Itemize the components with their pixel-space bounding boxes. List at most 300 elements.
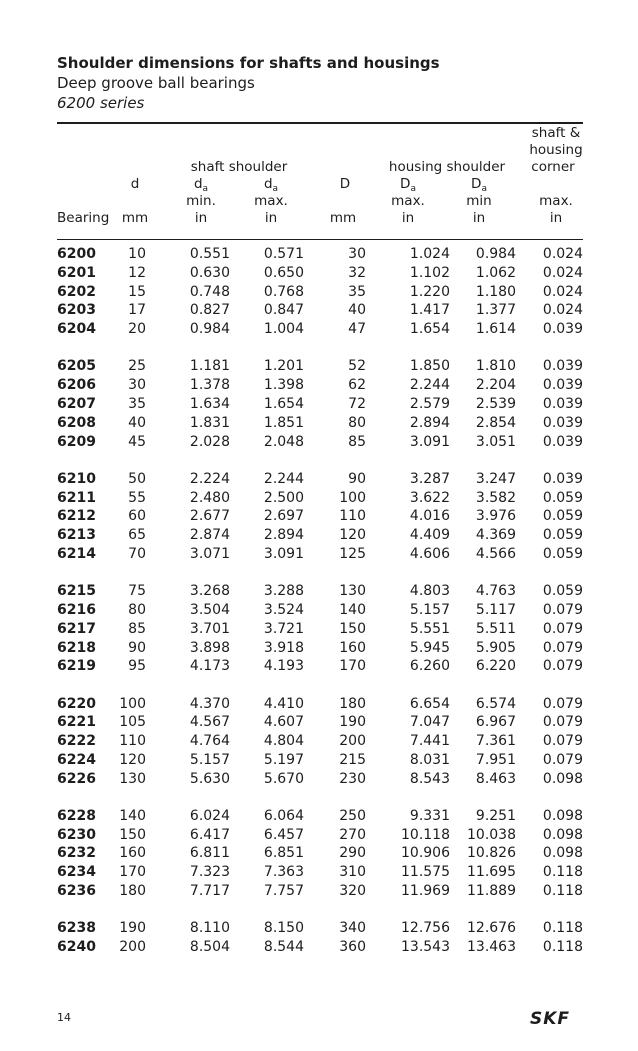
cell-d-mm: 45 bbox=[128, 433, 146, 450]
cell-Da-max-in: 8.543 bbox=[409, 770, 450, 787]
cell-D-mm: 270 bbox=[339, 826, 366, 843]
table-row bbox=[57, 395, 583, 414]
cell-D-mm: 30 bbox=[348, 246, 366, 262]
cell-Da-max-in: 8.031 bbox=[409, 751, 450, 768]
cell-Da-max-in: 11.575 bbox=[401, 864, 450, 881]
cell-Da-max-in: 4.606 bbox=[409, 545, 450, 562]
cell-D-mm: 35 bbox=[348, 283, 366, 300]
cell-Da-max-in: 3.622 bbox=[409, 489, 450, 506]
cell-Da-max-in: 5.945 bbox=[409, 639, 450, 656]
cell-D-mm: 200 bbox=[339, 733, 366, 750]
cell-Da-min-in: 0.984 bbox=[475, 246, 516, 262]
cell-da-min-in: 4.370 bbox=[189, 695, 230, 712]
cell-corner-max-in: 0.079 bbox=[542, 695, 583, 712]
cell-bearing: 6205 bbox=[57, 358, 96, 375]
cell-da-max-in: 2.244 bbox=[263, 470, 304, 487]
cell-da-min-in: 8.504 bbox=[189, 939, 230, 956]
cell-corner-max-in: 0.079 bbox=[542, 733, 583, 750]
cell-bearing: 6218 bbox=[57, 639, 96, 656]
cell-da-min-in: 1.378 bbox=[189, 377, 230, 394]
cell-da-min-in: 4.764 bbox=[189, 733, 230, 750]
cell-da-min-in: 7.323 bbox=[189, 864, 230, 881]
cell-bearing: 6210 bbox=[57, 470, 96, 487]
cell-Da-min-in: 2.854 bbox=[475, 414, 516, 431]
cell-bearing: 6211 bbox=[57, 489, 96, 506]
cell-da-min-in: 0.748 bbox=[189, 283, 230, 300]
cell-da-max-in: 8.150 bbox=[263, 920, 304, 937]
cell-corner-max-in: 0.079 bbox=[542, 620, 583, 637]
cell-da-min-in: 2.224 bbox=[189, 470, 230, 487]
cell-d-mm: 30 bbox=[128, 377, 146, 394]
header-da-max-unit: in bbox=[264, 210, 278, 226]
cell-corner-max-in: 0.039 bbox=[542, 395, 583, 412]
cell-D-mm: 230 bbox=[339, 770, 366, 787]
cell-D-mm: 310 bbox=[339, 864, 366, 881]
cell-da-max-in: 8.544 bbox=[263, 939, 304, 956]
cell-D-mm: 100 bbox=[339, 489, 366, 506]
cell-corner-max-in: 0.118 bbox=[542, 864, 583, 881]
cell-corner-max-in: 0.098 bbox=[542, 845, 583, 862]
cell-d-mm: 70 bbox=[128, 545, 146, 562]
cell-D-mm: 290 bbox=[339, 845, 366, 862]
cell-bearing: 6226 bbox=[57, 770, 96, 787]
group-spacer bbox=[57, 564, 583, 582]
cell-corner-max-in: 0.039 bbox=[542, 377, 583, 394]
table-row bbox=[57, 657, 583, 676]
cell-Da-min-in: 1.062 bbox=[475, 264, 516, 281]
cell-da-max-in: 3.288 bbox=[263, 583, 304, 600]
cell-d-mm: 110 bbox=[119, 733, 146, 750]
cell-d-mm: 90 bbox=[128, 639, 146, 656]
cell-Da-max-in: 13.543 bbox=[401, 939, 450, 956]
cell-da-max-in: 0.847 bbox=[263, 302, 304, 319]
cell-d-mm: 85 bbox=[128, 620, 146, 637]
cell-bearing: 6204 bbox=[57, 321, 96, 338]
cell-Da-max-in: 6.654 bbox=[409, 695, 450, 712]
cell-Da-min-in: 3.051 bbox=[475, 433, 516, 450]
cell-D-mm: 90 bbox=[348, 470, 366, 487]
cell-da-min-in: 3.504 bbox=[189, 601, 230, 618]
cell-D-mm: 110 bbox=[339, 508, 366, 525]
cell-d-mm: 25 bbox=[128, 358, 146, 375]
group-spacer-cell bbox=[57, 788, 583, 806]
group-spacer bbox=[57, 676, 583, 694]
cell-Da-min-in: 10.038 bbox=[467, 826, 516, 843]
cell-corner-max-in: 0.039 bbox=[542, 414, 583, 431]
cell-D-mm: 150 bbox=[339, 620, 366, 637]
cell-Da-min-in: 3.582 bbox=[475, 489, 516, 506]
table-row bbox=[57, 919, 583, 938]
cell-da-min-in: 0.551 bbox=[189, 246, 230, 262]
cell-da-max-in: 2.048 bbox=[263, 433, 304, 450]
group-spacer bbox=[57, 451, 583, 469]
cell-Da-min-in: 3.976 bbox=[475, 508, 516, 525]
cell-Da-max-in: 4.803 bbox=[409, 583, 450, 600]
cell-d-mm: 12 bbox=[128, 264, 146, 281]
cell-bearing: 6202 bbox=[57, 283, 96, 300]
cell-D-mm: 85 bbox=[348, 433, 366, 450]
cell-corner-max-in: 0.079 bbox=[542, 658, 583, 675]
cell-da-max-in: 4.193 bbox=[263, 658, 304, 675]
cell-Da-max-in: 3.091 bbox=[409, 433, 450, 450]
cell-da-max-in: 4.410 bbox=[263, 695, 304, 712]
cell-d-mm: 80 bbox=[128, 601, 146, 618]
cell-Da-max-in: 5.551 bbox=[409, 620, 450, 637]
cell-da-max-in: 3.721 bbox=[263, 620, 304, 637]
cell-da-max-in: 6.457 bbox=[263, 826, 304, 843]
cell-corner-max-in: 0.024 bbox=[542, 302, 583, 319]
cell-bearing: 6219 bbox=[57, 658, 96, 675]
cell-corner-max-in: 0.059 bbox=[542, 527, 583, 544]
cell-Da-max-in: 10.118 bbox=[401, 826, 450, 843]
cell-bearing: 6209 bbox=[57, 433, 96, 450]
cell-da-min-in: 6.811 bbox=[189, 845, 230, 862]
cell-d-mm: 120 bbox=[119, 751, 146, 768]
cell-bearing: 6203 bbox=[57, 302, 96, 319]
cell-D-mm: 215 bbox=[339, 751, 366, 768]
cell-bearing: 6238 bbox=[57, 920, 96, 937]
cell-D-mm: 62 bbox=[348, 377, 366, 394]
cell-Da-min-in: 4.763 bbox=[475, 583, 516, 600]
cell-corner-max-in: 0.098 bbox=[542, 807, 583, 824]
cell-D-mm: 52 bbox=[348, 358, 366, 375]
cell-corner-max-in: 0.079 bbox=[542, 751, 583, 768]
header-corner-line1: shaft & bbox=[531, 125, 581, 141]
cell-Da-max-in: 9.331 bbox=[409, 807, 450, 824]
cell-d-mm: 140 bbox=[119, 807, 146, 824]
cell-D-mm: 32 bbox=[348, 264, 366, 281]
series-label: 6200 series bbox=[57, 94, 145, 112]
cell-D-mm: 170 bbox=[339, 658, 366, 675]
cell-bearing: 6216 bbox=[57, 601, 96, 618]
cell-D-mm: 250 bbox=[339, 807, 366, 824]
cell-Da-max-in: 4.016 bbox=[409, 508, 450, 525]
cell-bearing: 6217 bbox=[57, 620, 96, 637]
cell-bearing: 6214 bbox=[57, 545, 96, 562]
table-row bbox=[57, 620, 583, 639]
cell-da-max-in: 3.524 bbox=[263, 601, 304, 618]
cell-Da-min-in: 5.905 bbox=[475, 639, 516, 656]
cell-bearing: 6228 bbox=[57, 807, 96, 824]
cell-Da-min-in: 5.511 bbox=[475, 620, 516, 637]
cell-Da-max-in: 4.409 bbox=[409, 527, 450, 544]
cell-Da-max-in: 6.260 bbox=[409, 658, 450, 675]
cell-da-max-in: 6.851 bbox=[263, 845, 304, 862]
cell-da-max-in: 1.004 bbox=[263, 321, 304, 338]
skf-logo-graphic bbox=[519, 1009, 581, 1027]
table-row bbox=[57, 713, 583, 732]
cell-D-mm: 340 bbox=[339, 920, 366, 937]
cell-da-max-in: 3.091 bbox=[263, 545, 304, 562]
group-spacer-cell bbox=[57, 564, 583, 582]
cell-D-mm: 80 bbox=[348, 414, 366, 431]
cell-da-min-in: 4.567 bbox=[189, 714, 230, 731]
table-row bbox=[57, 938, 583, 957]
cell-Da-min-in: 7.361 bbox=[475, 733, 516, 750]
cell-bearing: 6232 bbox=[57, 845, 96, 862]
cell-da-min-in: 3.071 bbox=[189, 545, 230, 562]
cell-Da-max-in: 1.850 bbox=[409, 358, 450, 375]
cell-d-mm: 65 bbox=[128, 527, 146, 544]
cell-da-max-in: 7.757 bbox=[263, 883, 304, 900]
page-title: Shoulder dimensions for shafts and housings bbox=[57, 54, 440, 72]
cell-d-mm: 95 bbox=[128, 658, 146, 675]
cell-da-min-in: 7.717 bbox=[189, 883, 230, 900]
cell-D-mm: 120 bbox=[339, 527, 366, 544]
header-D-unit: mm bbox=[329, 210, 357, 226]
cell-D-mm: 125 bbox=[339, 545, 366, 562]
cell-Da-min-in: 5.117 bbox=[475, 601, 516, 618]
table-row bbox=[57, 863, 583, 882]
cell-da-max-in: 0.768 bbox=[263, 283, 304, 300]
cell-d-mm: 105 bbox=[119, 714, 146, 731]
cell-da-min-in: 2.874 bbox=[189, 527, 230, 544]
table-row bbox=[57, 751, 583, 770]
cell-bearing: 6215 bbox=[57, 583, 96, 600]
table-row bbox=[57, 807, 583, 826]
cell-Da-min-in: 1.377 bbox=[475, 302, 516, 319]
cell-da-max-in: 5.197 bbox=[263, 751, 304, 768]
cell-d-mm: 130 bbox=[119, 770, 146, 787]
cell-da-max-in: 4.804 bbox=[263, 733, 304, 750]
cell-d-mm: 60 bbox=[128, 508, 146, 525]
cell-corner-max-in: 0.118 bbox=[542, 883, 583, 900]
cell-Da-min-in: 12.676 bbox=[467, 920, 516, 937]
cell-d-mm: 20 bbox=[128, 321, 146, 338]
cell-d-mm: 15 bbox=[128, 283, 146, 300]
header-Da-max-symbol: $D_a$ bbox=[400, 176, 416, 194]
cell-d-mm: 180 bbox=[119, 883, 146, 900]
cell-D-mm: 140 bbox=[339, 601, 366, 618]
cell-D-mm: 72 bbox=[348, 395, 366, 412]
header-corner-max-label: max. bbox=[539, 193, 573, 209]
table-row bbox=[57, 245, 583, 264]
table-row bbox=[57, 844, 583, 863]
cell-d-mm: 55 bbox=[128, 489, 146, 506]
cell-da-min-in: 3.701 bbox=[189, 620, 230, 637]
cell-da-max-in: 7.363 bbox=[263, 864, 304, 881]
cell-Da-max-in: 5.157 bbox=[409, 601, 450, 618]
cell-d-mm: 150 bbox=[119, 826, 146, 843]
cell-Da-min-in: 4.566 bbox=[475, 545, 516, 562]
cell-da-min-in: 2.028 bbox=[189, 433, 230, 450]
cell-da-max-in: 1.654 bbox=[263, 395, 304, 412]
header-corner-unit: in bbox=[549, 210, 563, 226]
cell-Da-min-in: 10.826 bbox=[467, 845, 516, 862]
cell-bearing: 6208 bbox=[57, 414, 96, 431]
cell-Da-min-in: 9.251 bbox=[475, 807, 516, 824]
cell-da-min-in: 5.157 bbox=[189, 751, 230, 768]
header-da-max-label: max. bbox=[254, 193, 288, 209]
table-row bbox=[57, 320, 583, 339]
cell-Da-min-in: 8.463 bbox=[475, 770, 516, 787]
cell-d-mm: 100 bbox=[119, 695, 146, 712]
cell-bearing: 6212 bbox=[57, 508, 96, 525]
table-row bbox=[57, 376, 583, 395]
cell-D-mm: 47 bbox=[348, 321, 366, 338]
page-title-block bbox=[57, 53, 440, 113]
cell-da-min-in: 6.024 bbox=[189, 807, 230, 824]
cell-Da-min-in: 13.463 bbox=[467, 939, 516, 956]
cell-corner-max-in: 0.059 bbox=[542, 489, 583, 506]
cell-Da-max-in: 7.047 bbox=[409, 714, 450, 731]
group-spacer-cell bbox=[57, 901, 583, 919]
cell-D-mm: 190 bbox=[339, 714, 366, 731]
cell-Da-max-in: 2.894 bbox=[409, 414, 450, 431]
cell-bearing: 6222 bbox=[57, 733, 96, 750]
cell-corner-max-in: 0.118 bbox=[542, 939, 583, 956]
cell-da-max-in: 2.500 bbox=[263, 489, 304, 506]
cell-bearing: 6221 bbox=[57, 714, 96, 731]
cell-Da-min-in: 4.369 bbox=[475, 527, 516, 544]
table-row bbox=[57, 639, 583, 658]
header-Da-max-unit: in bbox=[401, 210, 415, 226]
cell-Da-min-in: 7.951 bbox=[475, 751, 516, 768]
cell-corner-max-in: 0.079 bbox=[542, 639, 583, 656]
cell-d-mm: 40 bbox=[128, 414, 146, 431]
header-da-min-unit: in bbox=[194, 210, 208, 226]
cell-corner-max-in: 0.024 bbox=[542, 246, 583, 262]
cell-Da-min-in: 1.810 bbox=[475, 358, 516, 375]
cell-bearing: 6236 bbox=[57, 883, 96, 900]
cell-d-mm: 17 bbox=[128, 302, 146, 319]
cell-Da-min-in: 11.889 bbox=[467, 883, 516, 900]
cell-corner-max-in: 0.039 bbox=[542, 470, 583, 487]
cell-bearing: 6240 bbox=[57, 939, 96, 956]
table-row bbox=[57, 507, 583, 526]
cell-d-mm: 160 bbox=[119, 845, 146, 862]
cell-Da-max-in: 2.579 bbox=[409, 395, 450, 412]
cell-Da-min-in: 2.539 bbox=[475, 395, 516, 412]
cell-Da-max-in: 1.417 bbox=[409, 302, 450, 319]
cell-D-mm: 130 bbox=[339, 583, 366, 600]
cell-da-max-in: 1.851 bbox=[263, 414, 304, 431]
cell-corner-max-in: 0.039 bbox=[542, 321, 583, 338]
cell-D-mm: 180 bbox=[339, 695, 366, 712]
table-row bbox=[57, 470, 583, 489]
cell-da-min-in: 3.898 bbox=[189, 639, 230, 656]
skf-logo bbox=[519, 1009, 581, 1031]
table-row bbox=[57, 882, 583, 901]
cell-da-min-in: 1.634 bbox=[189, 395, 230, 412]
skf-logo-wordmark: SKF bbox=[529, 1009, 571, 1027]
group-spacer bbox=[57, 901, 583, 919]
cell-Da-max-in: 1.102 bbox=[409, 264, 450, 281]
cell-da-min-in: 5.630 bbox=[189, 770, 230, 787]
cell-da-max-in: 1.201 bbox=[263, 358, 304, 375]
cell-D-mm: 360 bbox=[339, 939, 366, 956]
cell-D-mm: 160 bbox=[339, 639, 366, 656]
table-row bbox=[57, 489, 583, 508]
header-da-max-symbol: $d_a$ bbox=[263, 176, 279, 194]
table-row bbox=[57, 301, 583, 320]
dimension-table bbox=[57, 245, 583, 957]
cell-d-mm: 170 bbox=[119, 864, 146, 881]
cell-da-min-in: 6.417 bbox=[189, 826, 230, 843]
cell-Da-max-in: 1.024 bbox=[409, 246, 450, 262]
cell-da-max-in: 0.571 bbox=[263, 246, 304, 262]
cell-da-min-in: 2.677 bbox=[189, 508, 230, 525]
cell-Da-max-in: 1.654 bbox=[409, 321, 450, 338]
header-d-unit: mm bbox=[121, 210, 149, 226]
cell-bearing: 6220 bbox=[57, 695, 96, 712]
table-row bbox=[57, 414, 583, 433]
cell-Da-max-in: 1.220 bbox=[409, 283, 450, 300]
cell-da-min-in: 3.268 bbox=[189, 583, 230, 600]
cell-bearing: 6206 bbox=[57, 377, 96, 394]
cell-d-mm: 50 bbox=[128, 470, 146, 487]
header-da-min-symbol: $d_a$ bbox=[193, 176, 209, 194]
cell-da-min-in: 1.181 bbox=[189, 358, 230, 375]
table-row bbox=[57, 826, 583, 845]
cell-corner-max-in: 0.059 bbox=[542, 583, 583, 600]
header-corner-line3: corner bbox=[531, 159, 575, 175]
cell-Da-min-in: 2.204 bbox=[475, 377, 516, 394]
header-bearing: Bearing bbox=[57, 210, 110, 226]
page-subtitle: Deep groove ball bearings bbox=[57, 74, 255, 92]
cell-bearing: 6224 bbox=[57, 751, 96, 768]
cell-Da-min-in: 6.967 bbox=[475, 714, 516, 731]
cell-da-min-in: 0.630 bbox=[189, 264, 230, 281]
cell-da-max-in: 2.697 bbox=[263, 508, 304, 525]
table-row bbox=[57, 695, 583, 714]
group-spacer-cell bbox=[57, 451, 583, 469]
cell-corner-max-in: 0.079 bbox=[542, 601, 583, 618]
cell-corner-max-in: 0.098 bbox=[542, 770, 583, 787]
group-spacer bbox=[57, 788, 583, 806]
header-corner-line2: housing bbox=[529, 142, 583, 158]
cell-Da-max-in: 11.969 bbox=[401, 883, 450, 900]
cell-da-min-in: 4.173 bbox=[189, 658, 230, 675]
cell-corner-max-in: 0.024 bbox=[542, 264, 583, 281]
table-row bbox=[57, 770, 583, 789]
table-row bbox=[57, 582, 583, 601]
cell-corner-max-in: 0.039 bbox=[542, 433, 583, 450]
group-spacer bbox=[57, 339, 583, 357]
table-row bbox=[57, 526, 583, 545]
table-row bbox=[57, 601, 583, 620]
cell-bearing: 6213 bbox=[57, 527, 96, 544]
cell-Da-max-in: 7.441 bbox=[409, 733, 450, 750]
table-row bbox=[57, 264, 583, 283]
cell-da-min-in: 1.831 bbox=[189, 414, 230, 431]
cell-Da-max-in: 2.244 bbox=[409, 377, 450, 394]
cell-da-max-in: 4.607 bbox=[263, 714, 304, 731]
cell-corner-max-in: 0.039 bbox=[542, 358, 583, 375]
cell-corner-max-in: 0.024 bbox=[542, 283, 583, 300]
header-Da-min-label: min bbox=[466, 193, 492, 209]
cell-da-max-in: 5.670 bbox=[263, 770, 304, 787]
dimension-table-body bbox=[57, 245, 583, 957]
header-top-rule bbox=[57, 122, 583, 124]
cell-Da-min-in: 1.614 bbox=[475, 321, 516, 338]
cell-da-max-in: 1.398 bbox=[263, 377, 304, 394]
header-housing-shoulder: housing shoulder bbox=[388, 159, 506, 175]
header-Da-min-symbol: $D_a$ bbox=[471, 176, 487, 194]
cell-da-max-in: 0.650 bbox=[263, 264, 304, 281]
cell-Da-max-in: 10.906 bbox=[401, 845, 450, 862]
cell-bearing: 6201 bbox=[57, 264, 96, 281]
cell-da-max-in: 3.918 bbox=[263, 639, 304, 656]
cell-da-min-in: 8.110 bbox=[189, 920, 230, 937]
header-shaft-shoulder: shaft shoulder bbox=[190, 159, 288, 175]
cell-corner-max-in: 0.079 bbox=[542, 714, 583, 731]
header-d-symbol: d bbox=[130, 176, 140, 192]
cell-Da-min-in: 6.220 bbox=[475, 658, 516, 675]
cell-d-mm: 35 bbox=[128, 395, 146, 412]
header-bottom-rule bbox=[57, 239, 583, 240]
cell-da-min-in: 0.827 bbox=[189, 302, 230, 319]
